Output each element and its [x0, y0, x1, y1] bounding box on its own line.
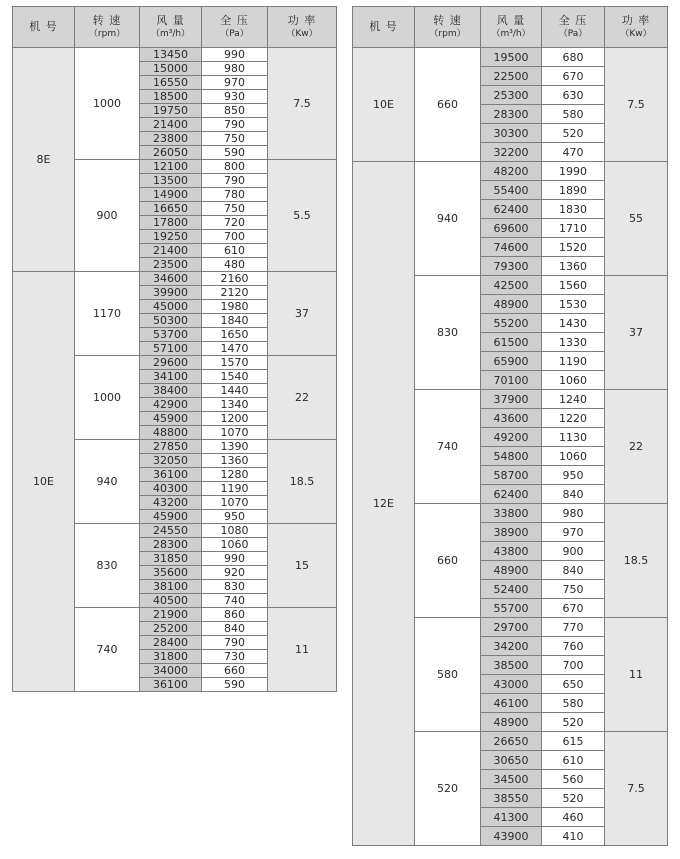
machine-number-cell: 10E — [353, 48, 415, 162]
airflow-cell: 45000 — [140, 300, 202, 314]
pressure-cell: 730 — [202, 650, 268, 664]
machine-number-cell: 12E — [353, 162, 415, 846]
airflow-cell: 15000 — [140, 62, 202, 76]
header-machine: 机 号 — [13, 7, 75, 48]
airflow-cell: 34200 — [481, 637, 542, 656]
airflow-cell: 38500 — [481, 656, 542, 675]
power-cell: 7.5 — [605, 48, 668, 162]
pressure-cell: 980 — [202, 62, 268, 76]
pressure-cell: 1360 — [202, 454, 268, 468]
pressure-cell: 1060 — [542, 447, 605, 466]
airflow-cell: 12100 — [140, 160, 202, 174]
pressure-cell: 670 — [542, 599, 605, 618]
airflow-cell: 70100 — [481, 371, 542, 390]
pressure-cell: 790 — [202, 118, 268, 132]
pressure-cell: 1330 — [542, 333, 605, 352]
pressure-cell: 930 — [202, 90, 268, 104]
airflow-cell: 54800 — [481, 447, 542, 466]
airflow-cell: 25300 — [481, 86, 542, 105]
pressure-cell: 1220 — [542, 409, 605, 428]
header-flow: 风 量 （m³/h） — [140, 7, 202, 48]
pressure-cell: 460 — [542, 808, 605, 827]
airflow-cell: 53700 — [140, 328, 202, 342]
pressure-cell: 720 — [202, 216, 268, 230]
airflow-cell: 62400 — [481, 485, 542, 504]
speed-cell: 1170 — [75, 272, 140, 356]
power-cell: 18.5 — [605, 504, 668, 618]
pressure-cell: 580 — [542, 694, 605, 713]
pressure-cell: 615 — [542, 732, 605, 751]
pressure-cell: 1560 — [542, 276, 605, 295]
power-cell: 11 — [268, 608, 337, 692]
pressure-cell: 740 — [202, 594, 268, 608]
airflow-cell: 26650 — [481, 732, 542, 751]
pressure-cell: 1520 — [542, 238, 605, 257]
airflow-cell: 27850 — [140, 440, 202, 454]
airflow-cell: 48800 — [140, 426, 202, 440]
pressure-cell: 1570 — [202, 356, 268, 370]
airflow-cell: 34100 — [140, 370, 202, 384]
pressure-cell: 660 — [202, 664, 268, 678]
pressure-cell: 990 — [202, 552, 268, 566]
pressure-cell: 1080 — [202, 524, 268, 538]
airflow-cell: 16550 — [140, 76, 202, 90]
pressure-cell: 1990 — [542, 162, 605, 181]
pressure-cell: 990 — [202, 48, 268, 62]
airflow-cell: 36100 — [140, 678, 202, 692]
airflow-cell: 31850 — [140, 552, 202, 566]
airflow-cell: 43200 — [140, 496, 202, 510]
pressure-cell: 590 — [202, 678, 268, 692]
pressure-cell: 700 — [542, 656, 605, 675]
airflow-cell: 13450 — [140, 48, 202, 62]
airflow-cell: 37900 — [481, 390, 542, 409]
airflow-cell: 55200 — [481, 314, 542, 333]
pressure-cell: 840 — [542, 561, 605, 580]
power-cell: 15 — [268, 524, 337, 608]
pressure-cell: 1430 — [542, 314, 605, 333]
airflow-cell: 16650 — [140, 202, 202, 216]
airflow-cell: 34600 — [140, 272, 202, 286]
table-row — [353, 48, 668, 67]
pressure-cell: 1830 — [542, 200, 605, 219]
table-row — [13, 272, 337, 286]
airflow-cell: 28300 — [140, 538, 202, 552]
airflow-cell: 58700 — [481, 466, 542, 485]
airflow-cell: 48900 — [481, 713, 542, 732]
airflow-cell: 74600 — [481, 238, 542, 257]
pressure-cell: 750 — [202, 202, 268, 216]
airflow-cell: 29700 — [481, 618, 542, 637]
pressure-cell: 760 — [542, 637, 605, 656]
header-row — [353, 7, 668, 48]
pressure-cell: 610 — [202, 244, 268, 258]
airflow-cell: 40300 — [140, 482, 202, 496]
pressure-cell: 2120 — [202, 286, 268, 300]
airflow-cell: 31800 — [140, 650, 202, 664]
airflow-cell: 34000 — [140, 664, 202, 678]
pressure-cell: 1280 — [202, 468, 268, 482]
pressure-cell: 1390 — [202, 440, 268, 454]
pressure-cell: 950 — [542, 466, 605, 485]
pressure-cell: 580 — [542, 105, 605, 124]
airflow-cell: 40500 — [140, 594, 202, 608]
airflow-cell: 19750 — [140, 104, 202, 118]
airflow-cell: 21400 — [140, 118, 202, 132]
pressure-cell: 670 — [542, 67, 605, 86]
airflow-cell: 21400 — [140, 244, 202, 258]
pressure-cell: 1360 — [542, 257, 605, 276]
pressure-cell: 970 — [542, 523, 605, 542]
pressure-cell: 1340 — [202, 398, 268, 412]
header-pressure: 全 压 （Pa） — [542, 7, 605, 48]
pressure-cell: 1890 — [542, 181, 605, 200]
pressure-cell: 1710 — [542, 219, 605, 238]
table-body — [353, 48, 668, 846]
pressure-cell: 1530 — [542, 295, 605, 314]
airflow-cell: 38100 — [140, 580, 202, 594]
airflow-cell: 45900 — [140, 510, 202, 524]
airflow-cell: 69600 — [481, 219, 542, 238]
airflow-cell: 38900 — [481, 523, 542, 542]
table-body — [13, 48, 337, 692]
pressure-cell: 1840 — [202, 314, 268, 328]
speed-cell: 1000 — [75, 48, 140, 160]
fan-spec-table-right — [352, 6, 668, 846]
airflow-cell: 42500 — [481, 276, 542, 295]
power-cell: 22 — [605, 390, 668, 504]
airflow-cell: 79300 — [481, 257, 542, 276]
airflow-cell: 19250 — [140, 230, 202, 244]
pressure-cell: 470 — [542, 143, 605, 162]
airflow-cell: 29600 — [140, 356, 202, 370]
pressure-cell: 950 — [202, 510, 268, 524]
fan-spec-table-left — [12, 6, 337, 692]
airflow-cell: 28400 — [140, 636, 202, 650]
airflow-cell: 36100 — [140, 468, 202, 482]
airflow-cell: 52400 — [481, 580, 542, 599]
machine-number-cell: 10E — [13, 272, 75, 692]
airflow-cell: 33800 — [481, 504, 542, 523]
pressure-cell: 610 — [542, 751, 605, 770]
pressure-cell: 520 — [542, 789, 605, 808]
airflow-cell: 41300 — [481, 808, 542, 827]
header-flow: 风 量 （m³/h） — [481, 7, 542, 48]
pressure-cell: 860 — [202, 608, 268, 622]
pressure-cell: 630 — [542, 86, 605, 105]
pressure-cell: 1190 — [542, 352, 605, 371]
airflow-cell: 30300 — [481, 124, 542, 143]
airflow-cell: 21900 — [140, 608, 202, 622]
pressure-cell: 790 — [202, 174, 268, 188]
pressure-cell: 750 — [202, 132, 268, 146]
pressure-cell: 840 — [202, 622, 268, 636]
table-row — [353, 162, 668, 181]
pressure-cell: 1470 — [202, 342, 268, 356]
airflow-cell: 23800 — [140, 132, 202, 146]
speed-cell: 830 — [415, 276, 481, 390]
airflow-cell: 43900 — [481, 827, 542, 846]
airflow-cell: 38550 — [481, 789, 542, 808]
pressure-cell: 1190 — [202, 482, 268, 496]
speed-cell: 520 — [415, 732, 481, 846]
airflow-cell: 48900 — [481, 561, 542, 580]
header-power: 功 率 （Kw） — [268, 7, 337, 48]
pressure-cell: 590 — [202, 146, 268, 160]
header-power: 功 率 （Kw） — [605, 7, 668, 48]
power-cell: 5.5 — [268, 160, 337, 272]
airflow-cell: 62400 — [481, 200, 542, 219]
pressure-cell: 700 — [202, 230, 268, 244]
pressure-cell: 650 — [542, 675, 605, 694]
pressure-cell: 980 — [542, 504, 605, 523]
airflow-cell: 39900 — [140, 286, 202, 300]
airflow-cell: 43800 — [481, 542, 542, 561]
airflow-cell: 34500 — [481, 770, 542, 789]
airflow-cell: 43600 — [481, 409, 542, 428]
power-cell: 37 — [605, 276, 668, 390]
airflow-cell: 25200 — [140, 622, 202, 636]
airflow-cell: 50300 — [140, 314, 202, 328]
airflow-cell: 24550 — [140, 524, 202, 538]
pressure-cell: 830 — [202, 580, 268, 594]
airflow-cell: 28300 — [481, 105, 542, 124]
pressure-cell: 1540 — [202, 370, 268, 384]
table-row — [13, 48, 337, 62]
airflow-cell: 35600 — [140, 566, 202, 580]
pressure-cell: 560 — [542, 770, 605, 789]
speed-cell: 830 — [75, 524, 140, 608]
airflow-cell: 48200 — [481, 162, 542, 181]
pressure-cell: 680 — [542, 48, 605, 67]
power-cell: 22 — [268, 356, 337, 440]
speed-cell: 660 — [415, 504, 481, 618]
pressure-cell: 900 — [542, 542, 605, 561]
machine-number-cell: 8E — [13, 48, 75, 272]
pressure-cell: 480 — [202, 258, 268, 272]
airflow-cell: 22500 — [481, 67, 542, 86]
airflow-cell: 55700 — [481, 599, 542, 618]
speed-cell: 660 — [415, 48, 481, 162]
pressure-cell: 1070 — [202, 426, 268, 440]
pressure-cell: 920 — [202, 566, 268, 580]
power-cell: 37 — [268, 272, 337, 356]
power-cell: 11 — [605, 618, 668, 732]
airflow-cell: 43000 — [481, 675, 542, 694]
pressure-cell: 1070 — [202, 496, 268, 510]
pressure-cell: 1240 — [542, 390, 605, 409]
airflow-cell: 45900 — [140, 412, 202, 426]
airflow-cell: 18500 — [140, 90, 202, 104]
pressure-cell: 1060 — [542, 371, 605, 390]
speed-cell: 740 — [415, 390, 481, 504]
header-speed: 转 速 （rpm） — [415, 7, 481, 48]
pressure-cell: 520 — [542, 124, 605, 143]
airflow-cell: 42900 — [140, 398, 202, 412]
pressure-cell: 780 — [202, 188, 268, 202]
speed-cell: 580 — [415, 618, 481, 732]
header-speed: 转 速 （rpm） — [75, 7, 140, 48]
airflow-cell: 19500 — [481, 48, 542, 67]
pressure-cell: 1980 — [202, 300, 268, 314]
pressure-cell: 410 — [542, 827, 605, 846]
airflow-cell: 30650 — [481, 751, 542, 770]
airflow-cell: 32200 — [481, 143, 542, 162]
power-cell: 7.5 — [605, 732, 668, 846]
pressure-cell: 750 — [542, 580, 605, 599]
speed-cell: 1000 — [75, 356, 140, 440]
pressure-cell: 1650 — [202, 328, 268, 342]
pressure-cell: 790 — [202, 636, 268, 650]
speed-cell: 900 — [75, 160, 140, 272]
speed-cell: 740 — [75, 608, 140, 692]
power-cell: 7.5 — [268, 48, 337, 160]
airflow-cell: 48900 — [481, 295, 542, 314]
power-cell: 55 — [605, 162, 668, 276]
airflow-cell: 26050 — [140, 146, 202, 160]
airflow-cell: 13500 — [140, 174, 202, 188]
airflow-cell: 55400 — [481, 181, 542, 200]
pressure-cell: 800 — [202, 160, 268, 174]
pressure-cell: 850 — [202, 104, 268, 118]
airflow-cell: 61500 — [481, 333, 542, 352]
speed-cell: 940 — [415, 162, 481, 276]
airflow-cell: 65900 — [481, 352, 542, 371]
pressure-cell: 2160 — [202, 272, 268, 286]
speed-cell: 940 — [75, 440, 140, 524]
pressure-cell: 770 — [542, 618, 605, 637]
airflow-cell: 32050 — [140, 454, 202, 468]
power-cell: 18.5 — [268, 440, 337, 524]
pressure-cell: 1130 — [542, 428, 605, 447]
airflow-cell: 14900 — [140, 188, 202, 202]
pressure-cell: 840 — [542, 485, 605, 504]
pressure-cell: 970 — [202, 76, 268, 90]
header-pressure: 全 压 （Pa） — [202, 7, 268, 48]
pressure-cell: 1060 — [202, 538, 268, 552]
airflow-cell: 49200 — [481, 428, 542, 447]
airflow-cell: 46100 — [481, 694, 542, 713]
header-row — [13, 7, 337, 48]
airflow-cell: 23500 — [140, 258, 202, 272]
airflow-cell: 17800 — [140, 216, 202, 230]
pressure-cell: 1200 — [202, 412, 268, 426]
pressure-cell: 520 — [542, 713, 605, 732]
header-machine: 机 号 — [353, 7, 415, 48]
pressure-cell: 1440 — [202, 384, 268, 398]
airflow-cell: 38400 — [140, 384, 202, 398]
airflow-cell: 57100 — [140, 342, 202, 356]
